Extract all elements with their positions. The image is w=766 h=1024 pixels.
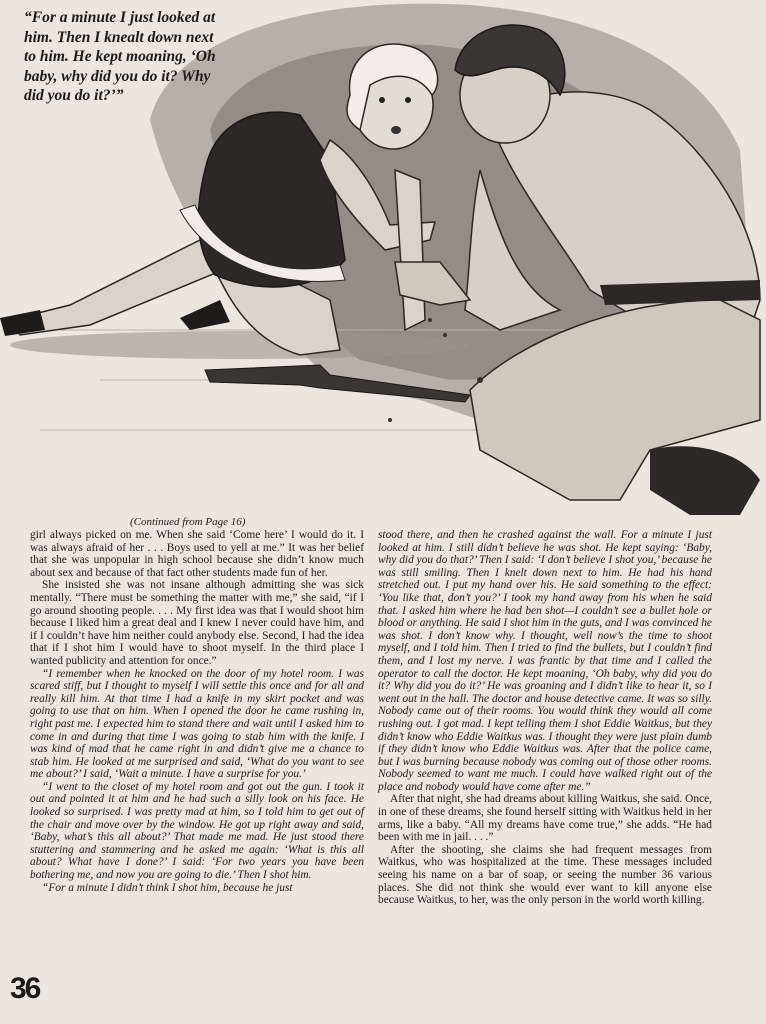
girl-shoe-back (180, 300, 230, 330)
man-shoe (650, 446, 760, 515)
page-number: 36 (10, 972, 40, 1005)
paragraph: “I remember when he knocked on the door of my hotel room. I was scared stiff, but I thought to myself I will settle this once and for all and really kill him. At that time I had a knife in my skirt pocket and was going to use that on him. When I opened the door he came rushing in, right past me. I expected him to stand there and wait until I asked him to come in and during that time I was going to stab him with the knife. I was kind of mad that he came right in and didn’t give me a chance to stab him. He looked at me surprised and said, ‘What do you want to see me about?’ I said, ‘Wait a minute. I have a surprise for you.’ (30, 667, 364, 781)
left-column (30, 529, 364, 894)
continued-note: (Continued from Page 16) (130, 516, 246, 528)
floor-shadow (10, 331, 470, 359)
paragraph: girl always picked on me. When she said ‘Come here’ I would do it. I was always afraid of her . . . Boys used to yell at me.” It was her belief that she was unpopular in high school because she didn’t know much about sex and because of that fact other students made fun of her. (30, 529, 364, 579)
paragraph: “I went to the closet of my hotel room and got out the gun. I took it out and pointed it at him and he had such a silly look on his face. He looked so surprised. I was pretty mad at him, so I told him to get out of the chair and move over by the window. He got up right away and said, ‘Baby, what’s this all about?’ That made me mad. He just stood there stuttering and stammering and he asked me again: ‘What is this all about? What have I done?’ I said: ‘For two years you have been bothering me, and now you are going to die.’ Then I shot him. (30, 780, 364, 882)
paragraph: “For a minute I didn’t think I shot him, because he just (42, 881, 293, 894)
paragraph: After the shooting, she claims she had frequent messages from Waitkus, who was hospitalized at the time. These messages included seeing his name on a bar of soap, or seeing the number 36 various places. She did not think she would ever want to kill anyone else because Waitkus, to her, was the only person in the world worth killing. (378, 843, 712, 907)
paragraph: stood there, and then he crashed against the wall. For a minute I just looked at him. I still didn’t believe he was shot. He kept saying: ‘Baby, why did you do that?’ Then I said: ‘I don’t believe I shot you,’ because he was still smiling. Then I knelt down next to him. He had his hand stretched out. I put my hand over his. He said something to the effect: ‘You like that, don’t you?’ I took my hand away from his when he said that. I asked him where he had ben shot—I couldn’t see a bullet hole or blood or anything. He said I shot him in the guts, and I was convinced he was shot. I don’t know why. I thought, well now’s the time to shoot myself, and I told him. Then I tried to find the bullets, but I couldn’t find them, and I lost my nerve. I was frantic by that time and I called the operator to call the doctor. He kept moaning, ‘Oh baby, why did you do it? Why did you do it?’ He was groaning and I didn’t like to hear it, so I went out in the hall. The doctor and house detective came. It was so silly. Nobody came out of their rooms. You would think they would all come rushing out. I got mad. I kept telling them I shot Eddie Waitkus, but they didn’t know who Eddie Waitkus was. I thought they were just plain dumb if they didn’t know who Eddie Waitkus was. After that the police came, but I was burning because nobody was coming out of those other rooms. Nobody seemed to want me much. I could have walked right out of the place and nobody would have come after me.” (378, 529, 712, 793)
paragraph: She insisted she was not insane although admitting she was sick mentally. “There must be something the matter with me,” she said, “if I go around shooting people. . . . My first idea was that I would shoot him because I liked him a great deal and I knew I never could have him, and if I couldn’t have him neither could anybody else. Second, I had the idea that if I shot him I would have to shoot myself. In the third place I wanted publicity and attention for once.” (30, 579, 364, 667)
pull-quote: “For a minute I just looked at him. Then I knealt down next to him. He kept moaning, ‘Oh baby, why did you do it? Why did you do it?’” (24, 9, 216, 104)
right-column (378, 529, 712, 907)
paragraph: After that night, she had dreams about killing Waitkus, she said. Once, in one of these dreams, she found herself sitting with Waitkus held in her arms, like a baby. “All my dreams have come true,” she adds. “He had been with me in jail. . . .” (378, 793, 712, 844)
